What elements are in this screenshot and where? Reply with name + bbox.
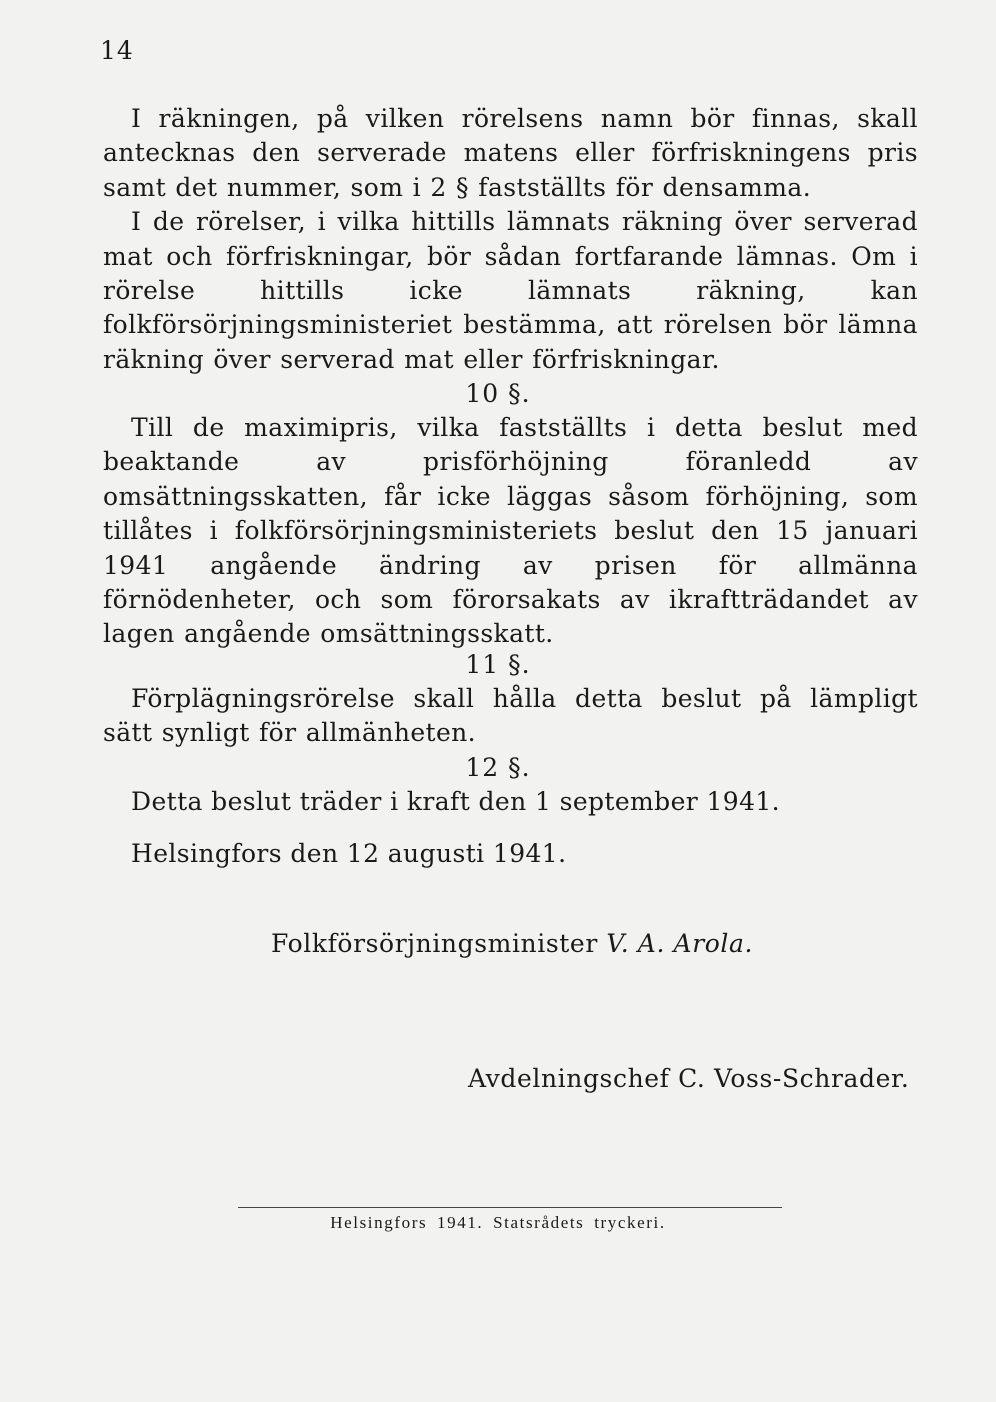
footer-rule	[238, 1207, 782, 1208]
section-11-heading: 11 §.	[465, 650, 531, 679]
signature-chief	[468, 1062, 909, 1096]
paragraph-receipt-obligation: I de rörelser, i vilka hittills lämnats räkning över serverad mat och förfriskningar, bör sådan fortfarande lämnas. Om i rörelse hittills icke lämnats räkning, kan folkförsörjningsministeriet bestämma, att rörelsen bör lämna räkning över serverad mat eller förfriskningar.	[103, 207, 918, 374]
section-10-heading: 10 §.	[465, 379, 531, 408]
chief-name: C. Voss-Schrader.	[678, 1064, 910, 1093]
section-10-text: Till de maximipris, vilka fastställts i detta beslut med beaktande av prisförhöjning föranledd av omsättningsskatten, får icke läggas såsom förhöjning, som tillåtes i folkförsörjningsministeriets beslut den 15 januari 1941 angående ändring av prisen för allmänna förnödenheter, och som förorsakats av ikraftträdandet av lagen angående omsättningsskatt.	[103, 413, 918, 649]
section-12-text: Detta beslut träder i kraft den 1 september 1941.	[131, 787, 781, 816]
page-number: 14	[100, 36, 134, 65]
section-11-text: Förplägningsrörelse skall hålla detta beslut på lämpligt sätt synligt för allmänheten.	[103, 684, 918, 748]
minister-name: V. A. Arola.	[606, 929, 754, 958]
section-11-body	[103, 682, 918, 751]
place-date: Helsingfors den 12 augusti 1941.	[131, 839, 567, 868]
body-text-top	[103, 102, 918, 377]
minister-title: Folkförsörjningsminister	[271, 929, 598, 958]
chief-title: Avdelningschef	[468, 1064, 670, 1093]
paragraph-receipt: I räkningen, på vilken rörelsens namn bör finnas, skall antecknas den serverade matens eller förfriskningens pris samt det nummer, som i 2 § fastställts för densamma.	[103, 104, 918, 202]
signature-minister	[271, 927, 753, 961]
section-12-heading: 12 §.	[465, 753, 531, 782]
section-10-body	[103, 411, 918, 652]
printer-imprint: Helsingfors 1941. Statsrådets tryckeri.	[330, 1213, 666, 1232]
